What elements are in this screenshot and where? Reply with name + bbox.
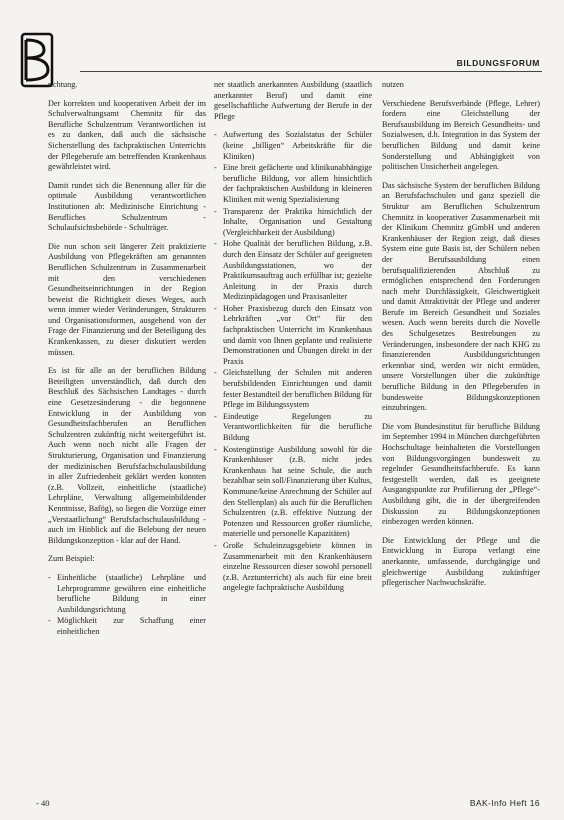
paragraph: richtung. xyxy=(48,80,78,89)
list-item: - Eine breit gefächerte und klinikunabhängige berufliche Bildung, vor allem hinsichtlich der fachpraktischen Ausbildung in kleineren Kliniken mit wenig Spezialisierung xyxy=(214,163,372,205)
list-item: - Hoher Praxisbezug durch den Einsatz von Lehrkräften „vor Ort“ für den fachpraktischen Unterricht im Krankenhaus und damit von Ihnen geplante und realisierte Demonstrationen und Übungen direkt in der Praxis xyxy=(214,304,372,368)
list-item: - Hohe Qualität der beruflichen Bildung, z.B. durch den Einsatz der Schüler auf geeigneten Ausbildungsstationen, wo der Praktikumsauftrag auch erfüllbar ist; gezielte Anleitung in der Praxis durch Medizinpädagogen und Praxisanleiter xyxy=(214,239,372,303)
list-item: - Transparenz der Praktika hinsichtlich der Inhalte, Organisation und Gestaltung (Vergleichbarkeit der Ausbildung) xyxy=(214,207,372,239)
list-item: - Große Schuleinzugsgebiete können in Zusammenarbeit mit den Krankenhäusern einzelne Ressourcen dieser sowohl personell (z.B. Arztunterricht) als auch für eine breit angelegte fachpraktische Ausbildung xyxy=(214,541,372,594)
magazine-title: BAK-Info Heft 16 xyxy=(469,798,540,808)
paragraph: ner staatlich anerkannten Ausbildung (staatlich anerkannter Beruf) und damit eine gesellschaftliche Aufwertung der Berufe in der Pflege xyxy=(214,80,372,121)
list-item: - Einheitliche (staatliche) Lehrpläne und Lehrprogramme gewähren eine einheitliche berufliche Bildung in einer Ausbildungsrichtung xyxy=(48,573,206,615)
paragraph: Der korrekten und kooperativen Arbeit der im Schulverwaltungsamt Chemnitz für das Berufliche Schulzentrum Verantwortlichen ist es zu danken, daß auch die sächsische Sicherstellung des fachpraktischen Unterrichts der Pflegeberufe am betreffenden Krankenhaus gewährleistet wird. xyxy=(48,98,206,172)
paragraph: nutzen xyxy=(382,80,404,89)
paragraph: Die Entwicklung der Pflege und die Entwicklung in Europa verlangt eine anerkannte, umfassende, durchgängige und gleichwertige Ausbildung zukünftiger pflegerischer Nachwuchskräfte. xyxy=(382,535,540,588)
column-3 xyxy=(382,80,540,597)
header-divider xyxy=(80,71,542,72)
list-item: - Gleichstellung der Schulen mit anderen berufsbildenden Einrichtungen und damit fester Bestandteil der beruflichen Bildung für Pflege im Bildungssystem xyxy=(214,368,372,410)
column-1 xyxy=(48,80,206,646)
paragraph: Verschiedene Berufsverbände (Pflege, Lehrer) fordern eine Gleichstellung der Berufsausbildung im Bereich Gesundheits- und Sozialwesen, d.h. Integration in das System der beruflichen Bildung und damit keine Sonderstellung und Abhängigkeit von politischen Unsicherheit angelegen. xyxy=(382,98,540,172)
bullet-list xyxy=(214,130,372,594)
column-2 xyxy=(214,80,372,602)
list-item: - Möglichkeit zur Schaffung einer einheitlichen xyxy=(48,616,206,637)
section-title: BILDUNGSFORUM xyxy=(456,58,540,68)
list-item: - Aufwertung des Sozialstatus der Schüler (keine „billigen“ Arbeitskräfte für die Kliniken) xyxy=(214,130,372,162)
paragraph: Damit rundet sich die Benennung aller für die optimale Ausbildung verantwortlichen Institutionen ab: Medizinische Einrichtung - Berufliches Schulzentrum - Schulaufsichtsbehörde - Schulträger. xyxy=(48,180,206,233)
paragraph: Es ist für alle an der beruflichen Bildung Beteiligten unverständlich, daß durch den Beschluß des Sächsischen Landtages - durch eine Gesetzesänderung - die begonnene Entwicklung in der Ausbildung von Gesundheitsfachberufen an Beruflichen Schulzentren zukünftig nicht weitergeführt ist. Auch wenn noch nicht alle Fragen der Strukturierung, Organisation und Finanzierung der medizinischen Berufsfachschulausbildung in aller Zufriedenheit geklärt werden konnten (z.B. Vollzeit, einheitliche (staatliche) Lehrpläne, Verwaltung allgemeinbildender Kenntnisse, Bafög), so liegen die Vorzüge einer „Verstaatlichung“ Berufsfachschulausbildung - auch im Hinblick auf die Belebung der neuen Bildungskonzeption - klar auf der Hand. xyxy=(48,366,206,545)
list-intro: Zum Beispiel: xyxy=(48,554,95,564)
bullet-list xyxy=(48,573,206,638)
paragraph: Die vom Bundesinstitut für berufliche Bildung im September 1994 in München durchgeführten Hochschultage beinhalteten die Vorstellungen von Bildungsvorgängen bundesweit zu regelnder Gesundheitsfachberufe. Es kann festgestellt werden, daß es geeignete Ausgangspunkte zur Profilierung der „Pflege“-Ausbildung gibt, die in der übergreifenden Diskussion zu Bildungskonzeptionen einbezogen werden können. xyxy=(382,421,540,527)
page-number: - 40 xyxy=(36,798,50,808)
paragraph: Die nun schon seit längerer Zeit praktizierte Ausbildung von Pflegekräften am genannten Beruflichen Schulzentrum in Zusammenarbeit mit den verschiedenen Gesundheitseinrichtungen in der Region beweist die Richtigkeit dieses Weges, auch wenn immer wieder Veränderungen, Strukturen und Organisationsformen, ausgehend von der Frage der Finanzierung und der Beteiligung des Krankenkassen, zu dieser diskutiert werden müssen. xyxy=(48,241,206,357)
paragraph: Das sächsische System der beruflichen Bildung an Berufsfachschulen und ganz speziell die Struktur am Beruflichen Schulzentrum Chemnitz in kooperativer Zusammenarbeit mit der Klinikum Chemnitz gGmbH und anderen Krankenhäuser der Region zeigt, daß dieses System eine gute Basis ist, der Schülern neben der Berufsausbildung einen berufsqualifizierenden Abschluß zu ermöglichen entsprechend den Forderungen nach mehr Durchlässigkeit, Gleichwertigkeit und damit Attraktivität der Pflege und anderer Berufe im Bereich Gesundheit und Soziales wesen. Auch wenn bereits durch die Novelle des Schulgesetzes Bestrebungen zu Veränderungen, insbesondere der nach KHG zu finanzierenden Ausbildungsrichtungen erkennbar sind, werden wir nicht ermüden, unsere Vorstellungen über die zukünftige berufliche Bildung in den Pflegeberufen in bundesweite Bildungskonzeptionen einzubringen. xyxy=(382,180,540,413)
list-item: - Kostengünstige Ausbildung sowohl für die Krankenhäuser (z.B. nicht jedes Krankenhaus hat seine Schule, die auch bezahlbar sein soll/Finanzierung über Kultus, Kommune/keine Anrechnung der Schüler auf den Stellenplan) als auch für die Beruflichen Schulzentren (z.B. effektive Nutzung der Potenzen und Ressourcen großer räumliche, materielle und personelle Kapazitäten) xyxy=(214,445,372,540)
list-item: - Eindeutige Regelungen zu Verantwortlichkeiten für die berufliche Bildung xyxy=(214,412,372,444)
